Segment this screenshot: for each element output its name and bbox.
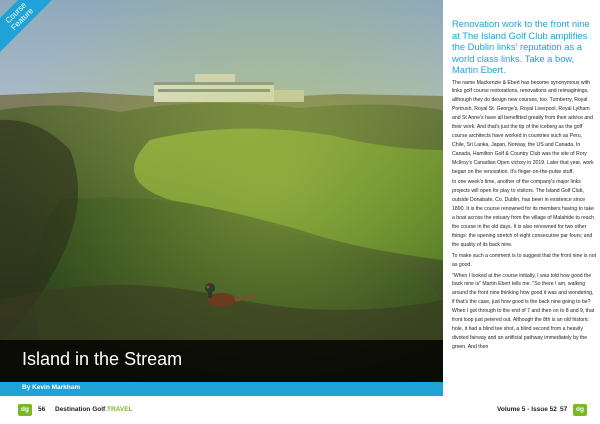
left-page-number: 56 (38, 406, 46, 413)
dg-logo-icon: dg (573, 404, 587, 416)
page-footer (0, 397, 600, 424)
banner-label: Course Feature (3, 0, 36, 33)
byline-strip (0, 382, 443, 396)
dg-logo-icon: dg (18, 404, 32, 416)
byline: By Kevin Markham (22, 384, 81, 391)
publication-suffix: .TRAVEL (105, 406, 133, 413)
publication-title: Destination Golf (55, 406, 106, 413)
title-overlay (0, 340, 443, 382)
article-title: Island in the Stream (22, 349, 183, 369)
body-paragraph: To make such a comment is to suggest that the front nine is not as good. (452, 252, 597, 268)
standfirst: Renovation work to the front nine at The Island Golf Club amplifies the Dublin links' reputation as a world class links. Take a bow, Martin Ebert. (452, 18, 590, 75)
body-paragraph: "When I looked at the course initially, I was told how good the back nine is" Martin Ebert tells me. "So there I am, walking around the front nine thinking how good it was and wondering, if that's the case, just how good is the back nine going to be? When I got through to the end of 7 and then on to 8 and 9, that front loop just petered out. Although the 8th is an old historic hole, it had a blind tee shot, a blind second from a heavily divoted fairway and an artificial pathway immediately by the green. And then (452, 272, 595, 350)
publication-name (55, 406, 133, 413)
right-page-number: 57 (560, 406, 568, 413)
article-column (452, 18, 596, 354)
issue-label: Volume 5 - Issue 52 (497, 406, 557, 413)
body-paragraph: In one week's time, another of the company's major links projects will open for play to visitors. The Island Golf Club, outside Donabate, Co. Dublin, has been in existence since 1890. It is the course renowned for its members having to take a boat across the estuary from the village of Malahide to reach the course in the old days. It is also renowned for two other things: the opening stretch of eight consecutive par fours; and the quality of its back nine. (452, 179, 595, 248)
body-paragraph: The name Mackenzie & Ebert has become synonymous with links golf course restorations, renovations and reimaginings, although they do design new courses, too. Turnberry, Royal Portrush, Royal St. George's, Royal Liverpool, Royal Lytham and St Anne's have all benefitted greatly from their advice and their work. And that's just the tip of the iceberg as the golf course architects have worked in countries such as Peru, Chile, Sri Lanka, Japan, Norway, the US and Canada. In Canada, Hamilton Golf & Country Club was the site of Rory McIlroy's Canadian Open victory in 2019. Later that year, work began on the renovation. It's finger-on-the-pulse stuff. (452, 79, 594, 175)
